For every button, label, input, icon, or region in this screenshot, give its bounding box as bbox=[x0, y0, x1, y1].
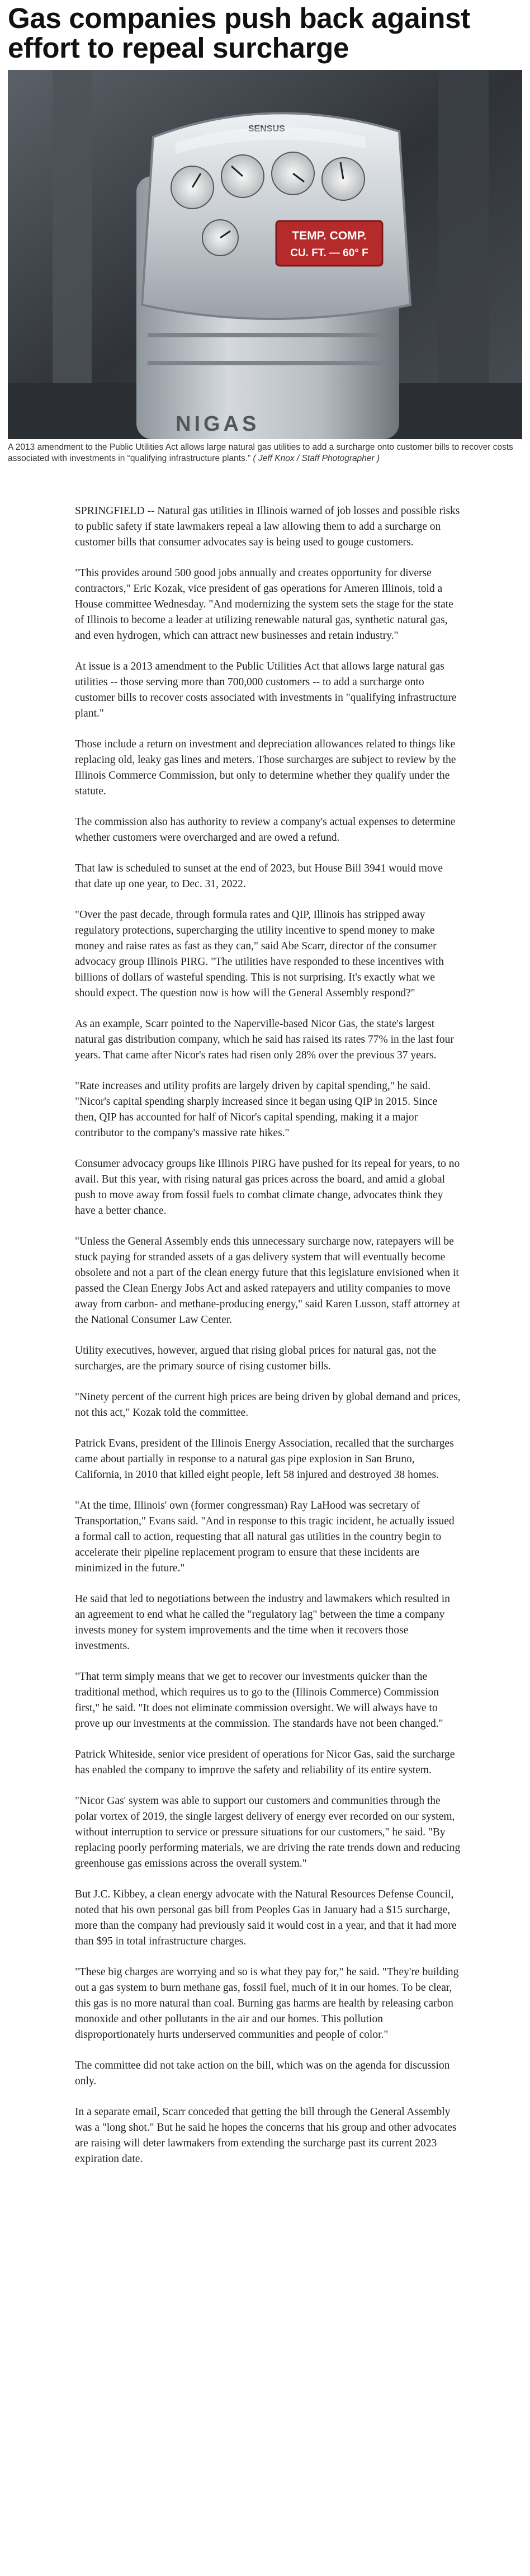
article-paragraph: The committee did not take action on the bill, which was on the agenda for discussion only. bbox=[75, 2060, 450, 2087]
article-paragraph: "Rate increases and utility profits are largely driven by capital spending," he said. "Nicor's capital spending sharply increased since it began using QIP in 2015. Since then, QIP has accounted for half of Nicor's capital spending, making it a major contributor to the company's massive rate hikes." bbox=[75, 1080, 438, 1139]
temp-comp-tag bbox=[276, 221, 382, 266]
article-paragraph: Patrick Evans, president of the Illinois Energy Association, recalled that the surcharges came about partially in response to a natural gas pipe explosion in San Bruno, California, in 2010 that killed eight people, left 58 injured and destroyed 38 homes. bbox=[75, 1438, 454, 1481]
article-body bbox=[75, 503, 461, 2182]
article-paragraph: But J.C. Kibbey, a clean energy advocate with the Natural Resources Defense Council, noted that his own personal gas bill from Peoples Gas in January had a $15 surcharge, more than the company had previously said it would cost in a year, and that it had more than $95 in total infrastructure charges. bbox=[75, 1889, 457, 1947]
article-paragraph: Utility executives, however, argued that rising global prices for natural gas, not the surcharges, are the primary source of rising customer bills. bbox=[75, 1345, 436, 1372]
meter-brand: SENSUS bbox=[248, 124, 285, 134]
temp-comp-line1: TEMP. COMP. bbox=[292, 229, 367, 242]
article-headline: Gas companies push back against effort to repeal surcharge bbox=[8, 2, 470, 64]
article-paragraph: "Over the past decade, through formula rates and QIP, Illinois has stripped away regulatory protections, supercharging the utility incentive to spend money to make money and raise rates as fast as they can," said Abe Scarr, director of the consumer advocacy group Illinois PIRG. "The utilities have responded to these incentives with billions of dollars of wasteful spending. This is not surprising. It's exactly what we should expect. The question now is how will the General Assembly respond?" bbox=[75, 909, 444, 999]
article-paragraph: SPRINGFIELD -- Natural gas utilities in Illinois warned of job losses and possible risks to public safety if state lawmakers repeal a law allowing them to add a surcharge on customer bills that consumer advocates say is being used to gouge customers. bbox=[75, 505, 460, 548]
photo-caption bbox=[8, 442, 522, 464]
article-paragraph: "Unless the General Assembly ends this unnecessary surcharge now, ratepayers will be stuck paying for stranded assets of a gas delivery system that will eventually become obsolete and not a part of the clean energy future that this legislature envisioned when it passed the Clean Energy Jobs Act and asked ratepayers and utility companies to move away from carbon- and methane-producing energy," said Karen Lusson, staff attorney at the National Consumer Law Center. bbox=[75, 1236, 460, 1326]
article-paragraph: The commission also has authority to review a company's actual expenses to determine whether customers were overcharged and are owed a refund. bbox=[75, 816, 456, 844]
article-paragraph: He said that led to negotiations between the industry and lawmakers which resulted in an agreement to end what he called the "regulatory lag" between the time a company invests money for system improvements and the time when it recovers those investments. bbox=[75, 1593, 450, 1652]
article-paragraph: "These big charges are worrying and so is what they pay for," he said. "They're building out a gas system to burn methane gas, fossil fuel, much of it in our homes. To be clear, this gas is no more natural than coal. Burning gas harms are health by releasing carbon monoxide and other pollutants in the air and our homes. This pollution disproportionately hurts underserved communities and people of color." bbox=[75, 1966, 459, 2041]
article-paragraph: As an example, Scarr pointed to the Naperville-based Nicor Gas, the state's largest natural gas distribution company, which he said has raised its rates 77% in the last four years. That came after Nicor's rates had risen only 28% over the previous 37 years. bbox=[75, 1018, 454, 1061]
article-paragraph: "This provides around 500 good jobs annually and creates opportunity for diverse contractors," Eric Kozak, vice president of gas operations for Ameren Illinois, told a House committee Wednesday. "And modernizing the system sets the stage for the state of Illinois to become a leader at utilizing renewable natural gas, synthetic natural gas, and even hydrogen, which can attract new businesses and retain industry." bbox=[75, 567, 453, 642]
photo-credit: ( Jeff Knox / Staff Photographer ) bbox=[253, 454, 380, 463]
article-paragraph: At issue is a 2013 amendment to the Public Utilities Act that allows large natural gas utilities -- those serving more than 700,000 customers -- to add a surcharge onto customer bills to recover costs associated with investments in "qualifying infrastructure plant." bbox=[75, 661, 457, 719]
article-photo bbox=[8, 70, 522, 439]
article-paragraph: Consumer advocacy groups like Illinois PIRG have pushed for its repeal for years, to no avail. But this year, with rising natural gas prices across the board, and amid a global push to move away from fossil fuels to combat climate change, advocates think they have a better chance. bbox=[75, 1158, 460, 1217]
article-paragraph: "That term simply means that we get to recover our investments quicker than the traditional method, which requires us to go to the (Illinois Commerce) Commission first," he said. "It does not eliminate commission oversight. We will always have to prove up our investments at the commission. The standards have not been changed." bbox=[75, 1671, 443, 1730]
temp-comp-line2: CU. FT. — 60° F bbox=[290, 247, 368, 259]
caption-text: A 2013 amendment to the Public Utilities Act allows large natural gas utilities to add a surcharge onto customer bills to recover costs associated with investments in “qualifying infrastructure plants.” bbox=[8, 442, 513, 463]
article-paragraph: Patrick Whiteside, senior vice president of operations for Nicor Gas, said the surcharge has enabled the company to improve the safety and reliability of its entire system. bbox=[75, 1749, 455, 1776]
article-paragraph: Those include a return on investment and depreciation allowances related to things like replacing old, leaky gas lines and meters. Those surcharges are subject to review by the Illinois Commerce Commission, but only to determine whether they qualify under the statute. bbox=[75, 738, 456, 797]
article-paragraph: "Nicor Gas' system was able to support our customers and communities through the polar vortex of 2019, the single largest delivery of energy ever recorded on our system, without interruption to service or pressure situations for our customers," he said. "By replacing poorly performing materials, we are driving the rate trends down and reducing greenhouse gas emissions across the overall system." bbox=[75, 1795, 461, 1869]
gas-meter-illustration bbox=[8, 70, 522, 439]
article-paragraph: That law is scheduled to sunset at the end of 2023, but House Bill 3941 would move that date up one year, to Dec. 31, 2022. bbox=[75, 863, 443, 890]
article-paragraph: "Ninety percent of the current high prices are being driven by global demand and prices, not this act," Kozak told the committee. bbox=[75, 1391, 461, 1419]
article-paragraph: In a separate email, Scarr conceded that getting the bill through the General Assembly was a "long shot." But he said he hopes the concerns that his group and other advocates are raising will deter lawmakers from extending the surcharge past its current 2023 expiration date. bbox=[75, 2106, 457, 2165]
article-paragraph: "At the time, Illinois' own (former congressman) Ray LaHood was secretary of Transportation," Evans said. "And in response to this tragic incident, he actually issued a formal call to action, requesting that all natural gas utilities in the country begin to accelerate their pipeline replacement program to ensure that these incidents are minimized in the future." bbox=[75, 1500, 455, 1574]
casing-text: NIGAS bbox=[176, 412, 260, 436]
